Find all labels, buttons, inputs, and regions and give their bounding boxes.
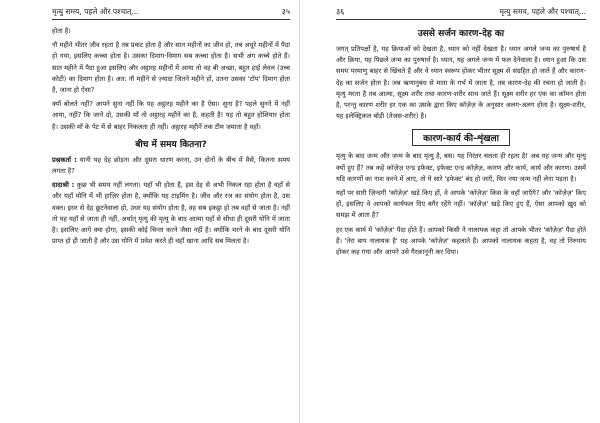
- right-page-header: [336, 6, 586, 20]
- qa-answer: [52, 180, 290, 247]
- right-section-heading-1: उससे सर्जन कारण-देह का: [417, 29, 505, 39]
- qa-speaker: प्रश्नकर्ता :: [52, 155, 77, 164]
- left-paragraph: नौ महीने भीतर जीव रहता है तब प्रकट होता है और सात महीनों का जीव हो, तब अधूरे महीनों में पैदा हो गया, इसलिए कच्चा होता है। उसका दिमाग-विमाग सब कच्चा होता है। सभी अंग कच्चे होते हैं। सात महीने में पैदा हुआ इसलिए और अट्ठारह महीनों में आया तो वह बी अच्छा, बहुत हाई लेवल (उच्च कोटी) का दिमाग होता है। अत: नौ महीने से ज़्यादा जितने महीने हों, उतना उसका 'टॉप' दिमाग होता है, जाना हो ऐसा?: [52, 41, 290, 95]
- left-page-header: [52, 6, 290, 20]
- right-page: [300, 0, 600, 423]
- left-paragraph: क्यों बोलते नहीं? आपने सुना नहीं कि यह अट्ठारह महीने का है ऐसा। सुना है? पहले सुनने में नहीं आया, नहीं? कि जाने दो, उसकी माँ तो अट्ठारह महीने का है, कहती है! यह तो बहुत होशियार होता है। उसकी माँ के पेट में से बाहर निकलता ही नहीं। अट्ठारह महीनें तक टीम जमाता है वहाँ।: [52, 100, 290, 131]
- left-section-heading: बीच में समय कितना?: [135, 139, 207, 150]
- right-section-heading-2-wrap: [336, 125, 586, 151]
- qa-speaker: दादाश्री :: [52, 181, 75, 190]
- right-paragraph: यहाँ पर सारी ज़िन्दगी 'कॉज़ेज़' खड़े किए हों, वे आपके 'कॉज़ेज़' किस के वहाँ जाएँगे? और 'कॉज़ेज़' किए हों, इसलिए वे आपको कार्यफल दिए बगैर रहेंगे नहीं। 'कॉज़ेज़' खड़े किए हुए हैं, ऐसा आपको ख़ुद को समझ में आता है?: [336, 189, 586, 220]
- right-page-number: ३६: [336, 7, 345, 16]
- qa-text: यानी यह देह छोड़ना और दूसरा धारण करना, उन दोनों के बीच में वैसे, कितना समय लगता है?: [52, 155, 290, 176]
- right-paragraph: हर एक कार्य में 'कॉज़ेज़' पैदा होते हैं। आपको किसी ने नालायक कहा तो आपके भीतर 'कॉज़ेज़' पैदा होते हैं। 'तेरा बाप नालायक है' यह आपके 'कॉज़ेज़' कहलाते हैं। आपको नालायक कहता है, वह तो निरुपाय होकर कह गया और आपने उसे गैरक़ानूनी कर दिया।: [336, 225, 586, 257]
- right-section-heading-2: कारण-कार्य की-शृंखला: [412, 129, 510, 146]
- right-paragraph: मृत्यु के बाद जन्म और जन्म के बाद मृत्यु है, बस। यह निरंतर चलता ही रहता है! अब यह जन्म और मृत्यु क्यों हुए हैं? तब कहे कॉज़ेज़ एन्ड इफेक्ट, इफेक्ट एन्ड कॉज़ेज़, कारण और कार्य, कार्य और कारण। उसमें यदि कारणों का नाश करने में आए, तो ये सारे 'इफेक्ट' बंद हो जाएँ, फिर नया जन्म नहीं लेना पड़ता है।: [336, 152, 586, 183]
- left-paragraph: होता है।: [52, 27, 71, 35]
- right-header-title: मृत्यु समय, पहले और पश्चात्...: [499, 7, 586, 16]
- qa-text: कुछ भी समय नहीं लगता। यहाँ भी होता है, इस देह से अभी निकल रहा होता है वहाँ से और यहाँ योनि में भी हाज़िर होता है, क्योंकि यह टाइमिंग है। जीव और रज का संयोग होता है, उस वक्त। इधर से देह छूटनेवाला हो, उधर यह संयोग होता है, वह सब इकट्ठा हो तब वहाँ से जाता है। नहीं तो यह यहाँ से जाता ही नहीं, अर्थात् मृत्यु की मृत्यु के बाद आत्मा यहाँ से सीधा ही दूसरी योनि में जाता है। इसलिए आगे क्या होगा, इसकी कोई चिन्ता करने जैसा नहीं है। क्योंकि मरने के बाद दूसरी योनि प्राप्त हो ही जाती है और उस योनि में प्रवेश करते ही वहाँ खाना आदि सब मिलता है।: [52, 181, 290, 246]
- qa-question: [52, 155, 290, 177]
- right-paragraph: जगत् प्रतिपक्षों है, यह क्रियाओं को देखता है, ध्यान को नहीं देखता है। ध्यान अगले जन्म का पुरुषार्थ है और क्रिया, यह पिछले जन्म का पुरुषार्थ है। ध्यान, यह अगले जन्म में फल देनेवाला है। ध्यान हुआ कि उस समय परमाणु बाहर से खिंचते हैं और वे ध्यान स्वरूप होकर भीतर सूक्ष्म से संग्रहित हो जाते हैं और कारण-देह का सर्जन होता है। जब ऋणानुबंध से माता के गर्भ में जाता है, तब कारण-देह की रचना हो जाती है। मृत्यु मरता है तब आत्मा, सूक्ष्म शरीर तथा कारण-शरीर साथ जाते हैं। सूक्ष्म शरीर हर एक का कॉमन होता है, परन्तु कारण शरीर हर एक का उसके द्वारा किए कॉज़ेज़ के अनुसार अलग-अलग होता है। सूक्ष्म-शरीर, यह इलेक्ट्रिकल बॉडी (तेजस-शरीर) है।: [336, 45, 586, 121]
- left-page-number: ३५: [281, 7, 290, 16]
- left-header-title: मृत्यु समय, पहले और पश्चात्...: [52, 7, 139, 16]
- left-section-heading-wrap: [52, 137, 290, 150]
